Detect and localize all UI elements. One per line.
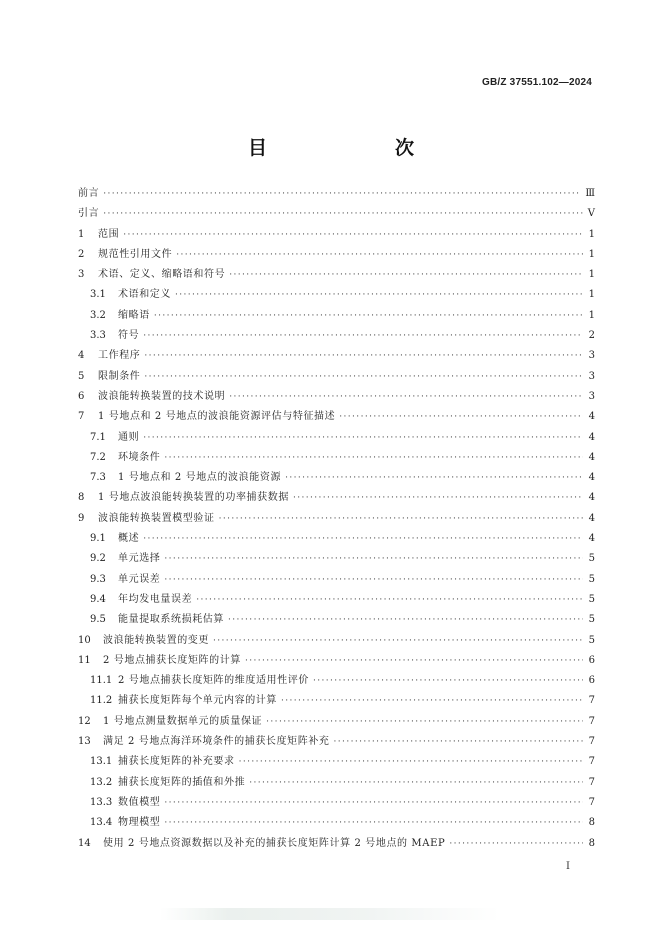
toc-dot-leader (449, 834, 583, 854)
toc-entry[interactable] (78, 265, 595, 285)
toc-entry[interactable] (78, 184, 595, 204)
toc-entry-page: 7 (588, 695, 595, 707)
toc-entry-number: 3 (78, 269, 85, 281)
toc-entry-number: 3.1 (90, 289, 106, 301)
toc-entry-title: 单元误差 (118, 573, 161, 585)
toc-entry-number: 7 (78, 411, 85, 423)
faint-watermark (160, 908, 500, 920)
toc-entry-page: 4 (588, 472, 595, 484)
toc-entry-page: Ⅴ (587, 208, 595, 220)
toc-entry[interactable] (78, 326, 595, 346)
toc-entry-title: 1 号地点和 2 号地点的波浪能资源 (118, 472, 282, 484)
toc-entry-title: 前言 (78, 188, 100, 199)
toc-dot-leader (285, 468, 583, 488)
toc-entry-title: 波浪能转换装置的技术说明 (98, 390, 226, 402)
toc-entry-title: 1 号地点波浪能转换装置的功率捕获数据 (98, 492, 289, 504)
toc-dot-leader (144, 367, 583, 387)
toc-entry-number: 13 (78, 736, 91, 748)
toc-entry-title: 1 号地点和 2 号地点的波浪能资源评估与特征描述 (98, 411, 336, 423)
toc-dot-leader (143, 428, 583, 448)
toc-dot-leader (339, 407, 583, 427)
toc-entry-title: 波浪能转换装置模型验证 (98, 512, 215, 524)
toc-entry-page: 4 (588, 533, 595, 545)
toc-dot-leader (228, 610, 583, 630)
toc-entry[interactable] (78, 407, 595, 427)
toc-entry-page: 7 (588, 736, 595, 748)
toc-entry-number: 6 (78, 390, 85, 402)
toc-entry-title: 年均发电量误差 (118, 593, 193, 605)
toc-entry[interactable] (78, 346, 595, 366)
toc-entry[interactable] (78, 651, 595, 671)
toc-dot-leader (334, 732, 583, 752)
toc-entry-page: 1 (588, 228, 595, 240)
toc-entry-page: 7 (588, 756, 595, 768)
toc-entry-page: 1 (588, 269, 595, 281)
toc-entry[interactable] (78, 225, 595, 245)
toc-entry-page: 7 (588, 776, 595, 788)
page-title: 目 次 (247, 137, 444, 159)
toc-entry-title: 2 号地点捕获长度矩阵的计算 (103, 654, 241, 666)
toc-entry-title: 引言 (78, 208, 100, 220)
toc-entry[interactable] (78, 590, 595, 610)
toc-dot-leader (239, 752, 583, 772)
toc-entry[interactable] (78, 610, 595, 630)
toc-entry-page: 5 (588, 573, 595, 585)
toc-entry-title: 工作程序 (98, 350, 141, 362)
toc-entry-title: 范围 (98, 228, 120, 240)
toc-entry-title: 捕获长度矩阵的补充要求 (118, 756, 235, 768)
toc-entry[interactable] (78, 306, 595, 326)
toc-entry[interactable] (78, 367, 595, 387)
toc-entry-number: 13.2 (90, 776, 113, 788)
toc-entry-number: 3.2 (90, 309, 106, 321)
toc-entry-page: 4 (588, 512, 595, 524)
toc-dot-leader (164, 448, 583, 468)
toc-entry-title: 术语、定义、缩略语和符号 (98, 269, 226, 281)
toc-entry-number: 5 (78, 370, 85, 382)
toc-entry-number: 13.1 (90, 756, 113, 768)
toc-entry-number: 9.4 (90, 593, 106, 605)
toc-entry-title: 通则 (118, 431, 140, 443)
toc-entry-title: 术语和定义 (118, 289, 171, 301)
toc-entry-number: 11.1 (90, 675, 113, 687)
toc-entry-page: 4 (588, 492, 595, 504)
toc-entry[interactable] (78, 529, 595, 549)
toc-dot-leader (103, 204, 583, 224)
toc-dot-leader (144, 346, 583, 366)
toc-entry-title: 捕获长度矩阵每个单元内容的计算 (118, 695, 277, 707)
toc-entry-number: 4 (78, 350, 85, 362)
toc-dot-leader (213, 631, 583, 651)
toc-entry-page: 2 (588, 330, 595, 342)
toc-entry-title: 波浪能转换装置的变更 (103, 634, 209, 646)
toc-entry-page: 3 (588, 390, 595, 402)
toc-entry[interactable] (78, 671, 595, 691)
toc-entry-title: 符号 (118, 330, 140, 342)
toc-entry-page: 1 (588, 248, 595, 260)
toc-entry-title: 捕获长度矩阵的插值和外推 (118, 776, 246, 788)
toc-entry-title: 能量提取系统损耗估算 (118, 614, 224, 626)
toc-entry-title: 数值模型 (118, 796, 161, 808)
toc-entry[interactable] (78, 691, 595, 711)
toc-entry-number: 12 (78, 715, 91, 727)
toc-entry-title: 环境条件 (118, 451, 161, 463)
table-of-contents (78, 184, 595, 854)
toc-entry[interactable] (78, 428, 595, 448)
page-number: Ⅰ (566, 861, 570, 872)
toc-entry-page: 6 (588, 654, 595, 666)
toc-dot-leader (103, 184, 581, 204)
toc-entry-number: 9.2 (90, 553, 106, 565)
toc-entry[interactable] (78, 468, 595, 488)
toc-entry-title: 1 号地点测量数据单元的质量保证 (103, 715, 263, 727)
toc-entry-number: 10 (78, 634, 91, 646)
toc-dot-leader (164, 570, 583, 590)
toc-entry-page: 3 (588, 370, 595, 382)
toc-entry[interactable] (78, 793, 595, 813)
toc-entry[interactable] (78, 387, 595, 407)
toc-entry-page: 7 (588, 796, 595, 808)
toc-entry[interactable] (78, 813, 595, 833)
toc-entry-title: 单元选择 (118, 553, 161, 565)
toc-dot-leader (154, 306, 583, 326)
toc-dot-leader (176, 245, 583, 265)
toc-entry-number: 1 (78, 228, 85, 240)
toc-entry-page: Ⅲ (585, 188, 595, 199)
toc-entry[interactable] (78, 631, 595, 651)
toc-dot-leader (281, 691, 583, 711)
toc-entry[interactable] (78, 712, 595, 732)
toc-entry-page: 4 (588, 451, 595, 463)
toc-entry-number: 13.4 (90, 817, 113, 829)
toc-dot-leader (196, 590, 583, 610)
toc-entry[interactable] (78, 732, 595, 752)
toc-entry-title: 2 号地点捕获长度矩阵的维度适用性评价 (118, 675, 309, 687)
toc-entry-number: 3.3 (90, 330, 106, 342)
toc-entry-number: 9.1 (90, 533, 106, 545)
toc-entry-page: 5 (588, 634, 595, 646)
toc-entry-number: 7.1 (90, 431, 106, 443)
toc-entry-number: 7.3 (90, 472, 106, 484)
toc-entry-number: 11.2 (90, 695, 113, 707)
toc-dot-leader (249, 773, 583, 793)
toc-entry-page: 8 (588, 817, 595, 829)
toc-dot-leader (143, 529, 583, 549)
toc-entry-page: 6 (588, 675, 595, 687)
standard-number: GB/Z 37551.102—2024 (482, 77, 592, 88)
toc-dot-leader (164, 793, 583, 813)
toc-entry-number: 13.3 (90, 796, 113, 808)
toc-dot-leader (123, 225, 583, 245)
toc-entry-page: 7 (588, 715, 595, 727)
toc-entry[interactable] (78, 509, 595, 529)
toc-dot-leader (164, 813, 583, 833)
toc-entry[interactable] (78, 204, 595, 224)
toc-entry[interactable] (78, 570, 595, 590)
toc-entry-page: 5 (588, 553, 595, 565)
toc-dot-leader (229, 387, 583, 407)
toc-entry[interactable] (78, 488, 595, 508)
toc-dot-leader (164, 549, 583, 569)
toc-entry-title: 使用 2 号地点资源数据以及补充的捕获长度矩阵计算 2 号地点的 MAEP (103, 837, 446, 849)
toc-entry-number: 14 (78, 837, 91, 849)
toc-dot-leader (313, 671, 583, 691)
toc-entry-number: 7.2 (90, 451, 106, 463)
toc-entry[interactable] (78, 834, 595, 854)
toc-entry[interactable] (78, 773, 595, 793)
toc-entry[interactable] (78, 549, 595, 569)
toc-dot-leader (266, 712, 583, 732)
toc-entry-number: 2 (78, 248, 85, 260)
toc-entry-page: 3 (588, 350, 595, 362)
toc-entry-page: 4 (588, 411, 595, 423)
toc-entry-number: 9 (78, 512, 85, 524)
toc-entry-page: 1 (588, 289, 595, 301)
toc-entry-page: 4 (588, 431, 595, 443)
toc-entry-page: 5 (588, 614, 595, 626)
toc-entry-title: 限制条件 (98, 370, 141, 382)
toc-dot-leader (175, 285, 583, 305)
toc-dot-leader (143, 326, 583, 346)
toc-entry-title: 物理模型 (118, 817, 161, 829)
toc-entry-title: 概述 (118, 533, 140, 545)
toc-dot-leader (229, 265, 583, 285)
toc-dot-leader (293, 488, 583, 508)
toc-entry-number: 9.3 (90, 573, 106, 585)
toc-entry-page: 1 (588, 309, 595, 321)
toc-entry-number: 9.5 (90, 614, 106, 626)
toc-entry-number: 11 (78, 654, 91, 666)
toc-entry[interactable] (78, 285, 595, 305)
toc-entry[interactable] (78, 448, 595, 468)
toc-entry-page: 8 (588, 837, 595, 849)
toc-dot-leader (245, 651, 583, 671)
toc-entry-title: 满足 2 号地点海洋环境条件的捕获长度矩阵补充 (103, 736, 330, 748)
toc-entry-number: 8 (78, 492, 85, 504)
toc-entry[interactable] (78, 752, 595, 772)
toc-entry-page: 5 (588, 593, 595, 605)
toc-entry-title: 缩略语 (118, 309, 150, 321)
toc-entry-title: 规范性引用文件 (98, 248, 173, 260)
toc-dot-leader (219, 509, 583, 529)
toc-entry[interactable] (78, 245, 595, 265)
